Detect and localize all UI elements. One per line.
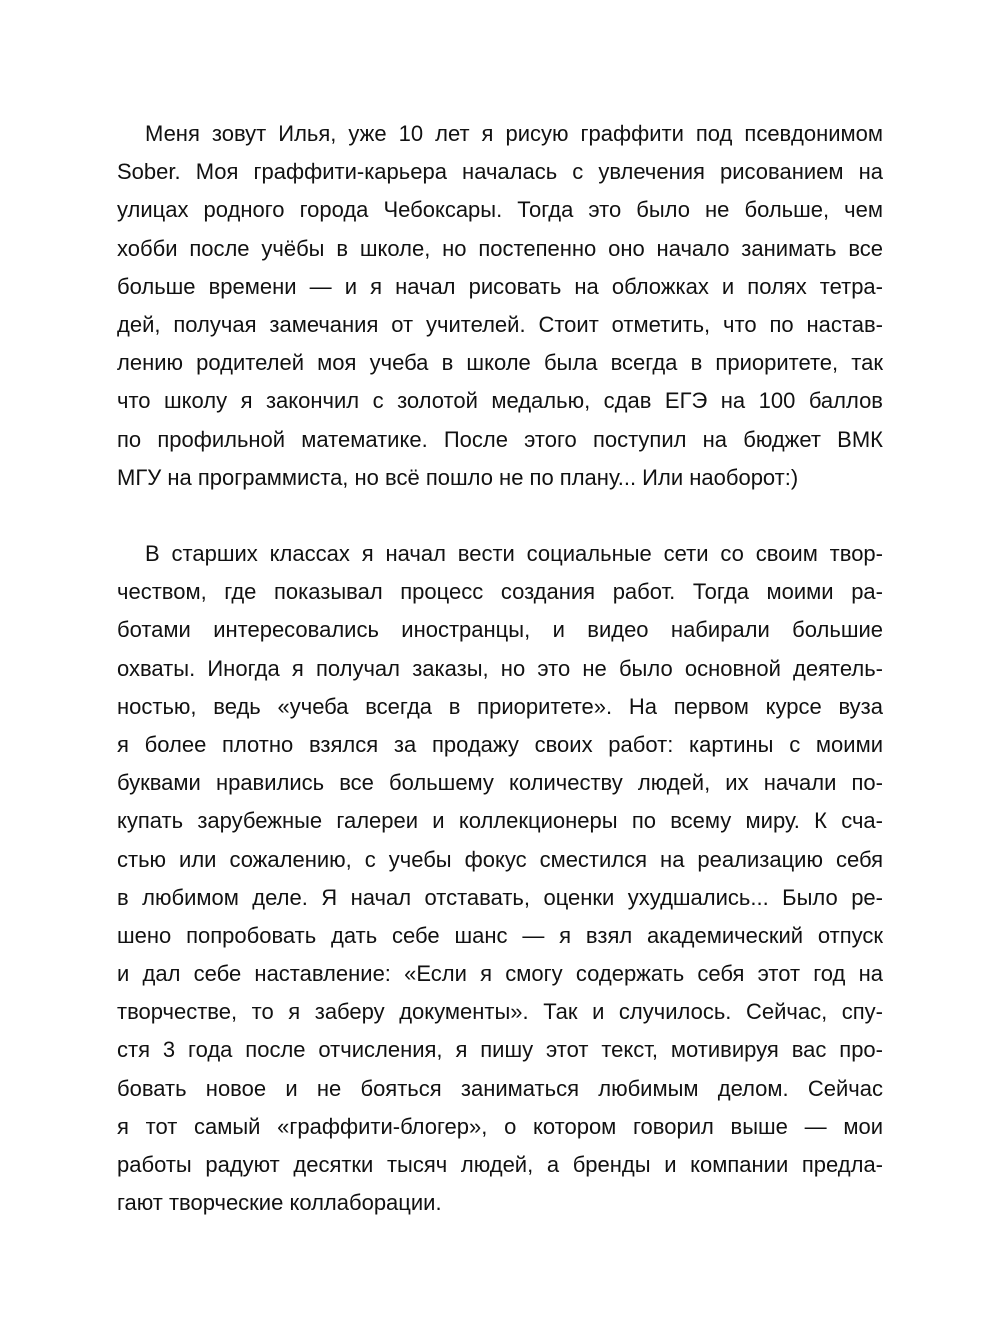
paragraph-line: МГУ на программиста, но всё пошло не по плану... Или наоборот:) [117,464,799,490]
paragraph-line: хобби после учёбы в школе, но постепенно оно начало занимать все [117,235,883,261]
paragraph-line: лению родителей моя учеба в школе была всегда в приоритете, так [117,350,883,376]
paragraph-line: охваты. Иногда я получал заказы, но это не было основной деятель- [117,655,883,681]
paragraph-line: по профильной математике. После этого поступил на бюджет ВМК [117,426,883,452]
paragraph-line: ностью, ведь «учеба всегда в приоритете». На первом курсе вуза [117,693,883,719]
paragraph-line: В старших классах я начал вести социальные сети со своим твор- [145,541,883,566]
paragraph-line: стя 3 года после отчисления, я пишу этот текст, мотивируя вас про- [117,1037,883,1063]
paragraph-line: я более плотно взялся за продажу своих работ: картины с моими [117,731,883,757]
paragraph-line: больше времени — и я начал рисовать на обложках и полях тетра- [117,273,883,299]
paragraph-1 [117,115,883,497]
paragraph-line: чеством, где показывал процесс создания работ. Тогда моими ра- [117,579,883,605]
paragraph-line: шено попробовать дать себе шанс — я взял академический отпуск [117,922,883,948]
paragraph-line: стью или сожалению, с учебы фокус сместился на реализацию себя [117,846,883,872]
paragraph-line: Меня зовут Илья, уже 10 лет я рисую граффити под псевдонимом [145,121,883,146]
paragraph-line: творчестве, то я заберу документы». Так и случилось. Сейчас, спу- [117,999,883,1025]
paragraph-line: бовать новое и не бояться заниматься любимым делом. Сейчас [117,1075,883,1101]
paragraph-line: и дал себе наставление: «Если я смогу содержать себя этот год на [117,961,883,987]
paragraph-line: Sober. Моя граффити-карьера началась с увлечения рисованием на [117,159,883,185]
paragraph-line: я тот самый «граффити-блогер», о котором говорил выше — мои [117,1113,883,1139]
paragraph-line: улицах родного города Чебоксары. Тогда это было не больше, чем [117,197,883,223]
paragraph-line: в любимом деле. Я начал отставать, оценки ухудшались... Было ре- [117,884,883,910]
paragraph-line: работы радуют десятки тысяч людей, а бренды и компании предла- [117,1152,883,1177]
paragraph-line: гают творческие коллаборации. [117,1190,442,1216]
paragraph-line: купать зарубежные галереи и коллекционеры по всему миру. К сча- [117,808,883,834]
paragraph-line: дей, получая замечания от учителей. Стоит отметить, что по настав- [117,311,883,337]
paragraph-line: ботами интересовались иностранцы, и видео набирали большие [117,617,883,643]
paragraph-line: буквами нравились все большему количеству людей, их начали по- [117,770,883,796]
paragraph-line: что школу я закончил с золотой медалью, сдав ЕГЭ на 100 баллов [117,388,883,414]
paragraph-2 [117,535,883,1222]
